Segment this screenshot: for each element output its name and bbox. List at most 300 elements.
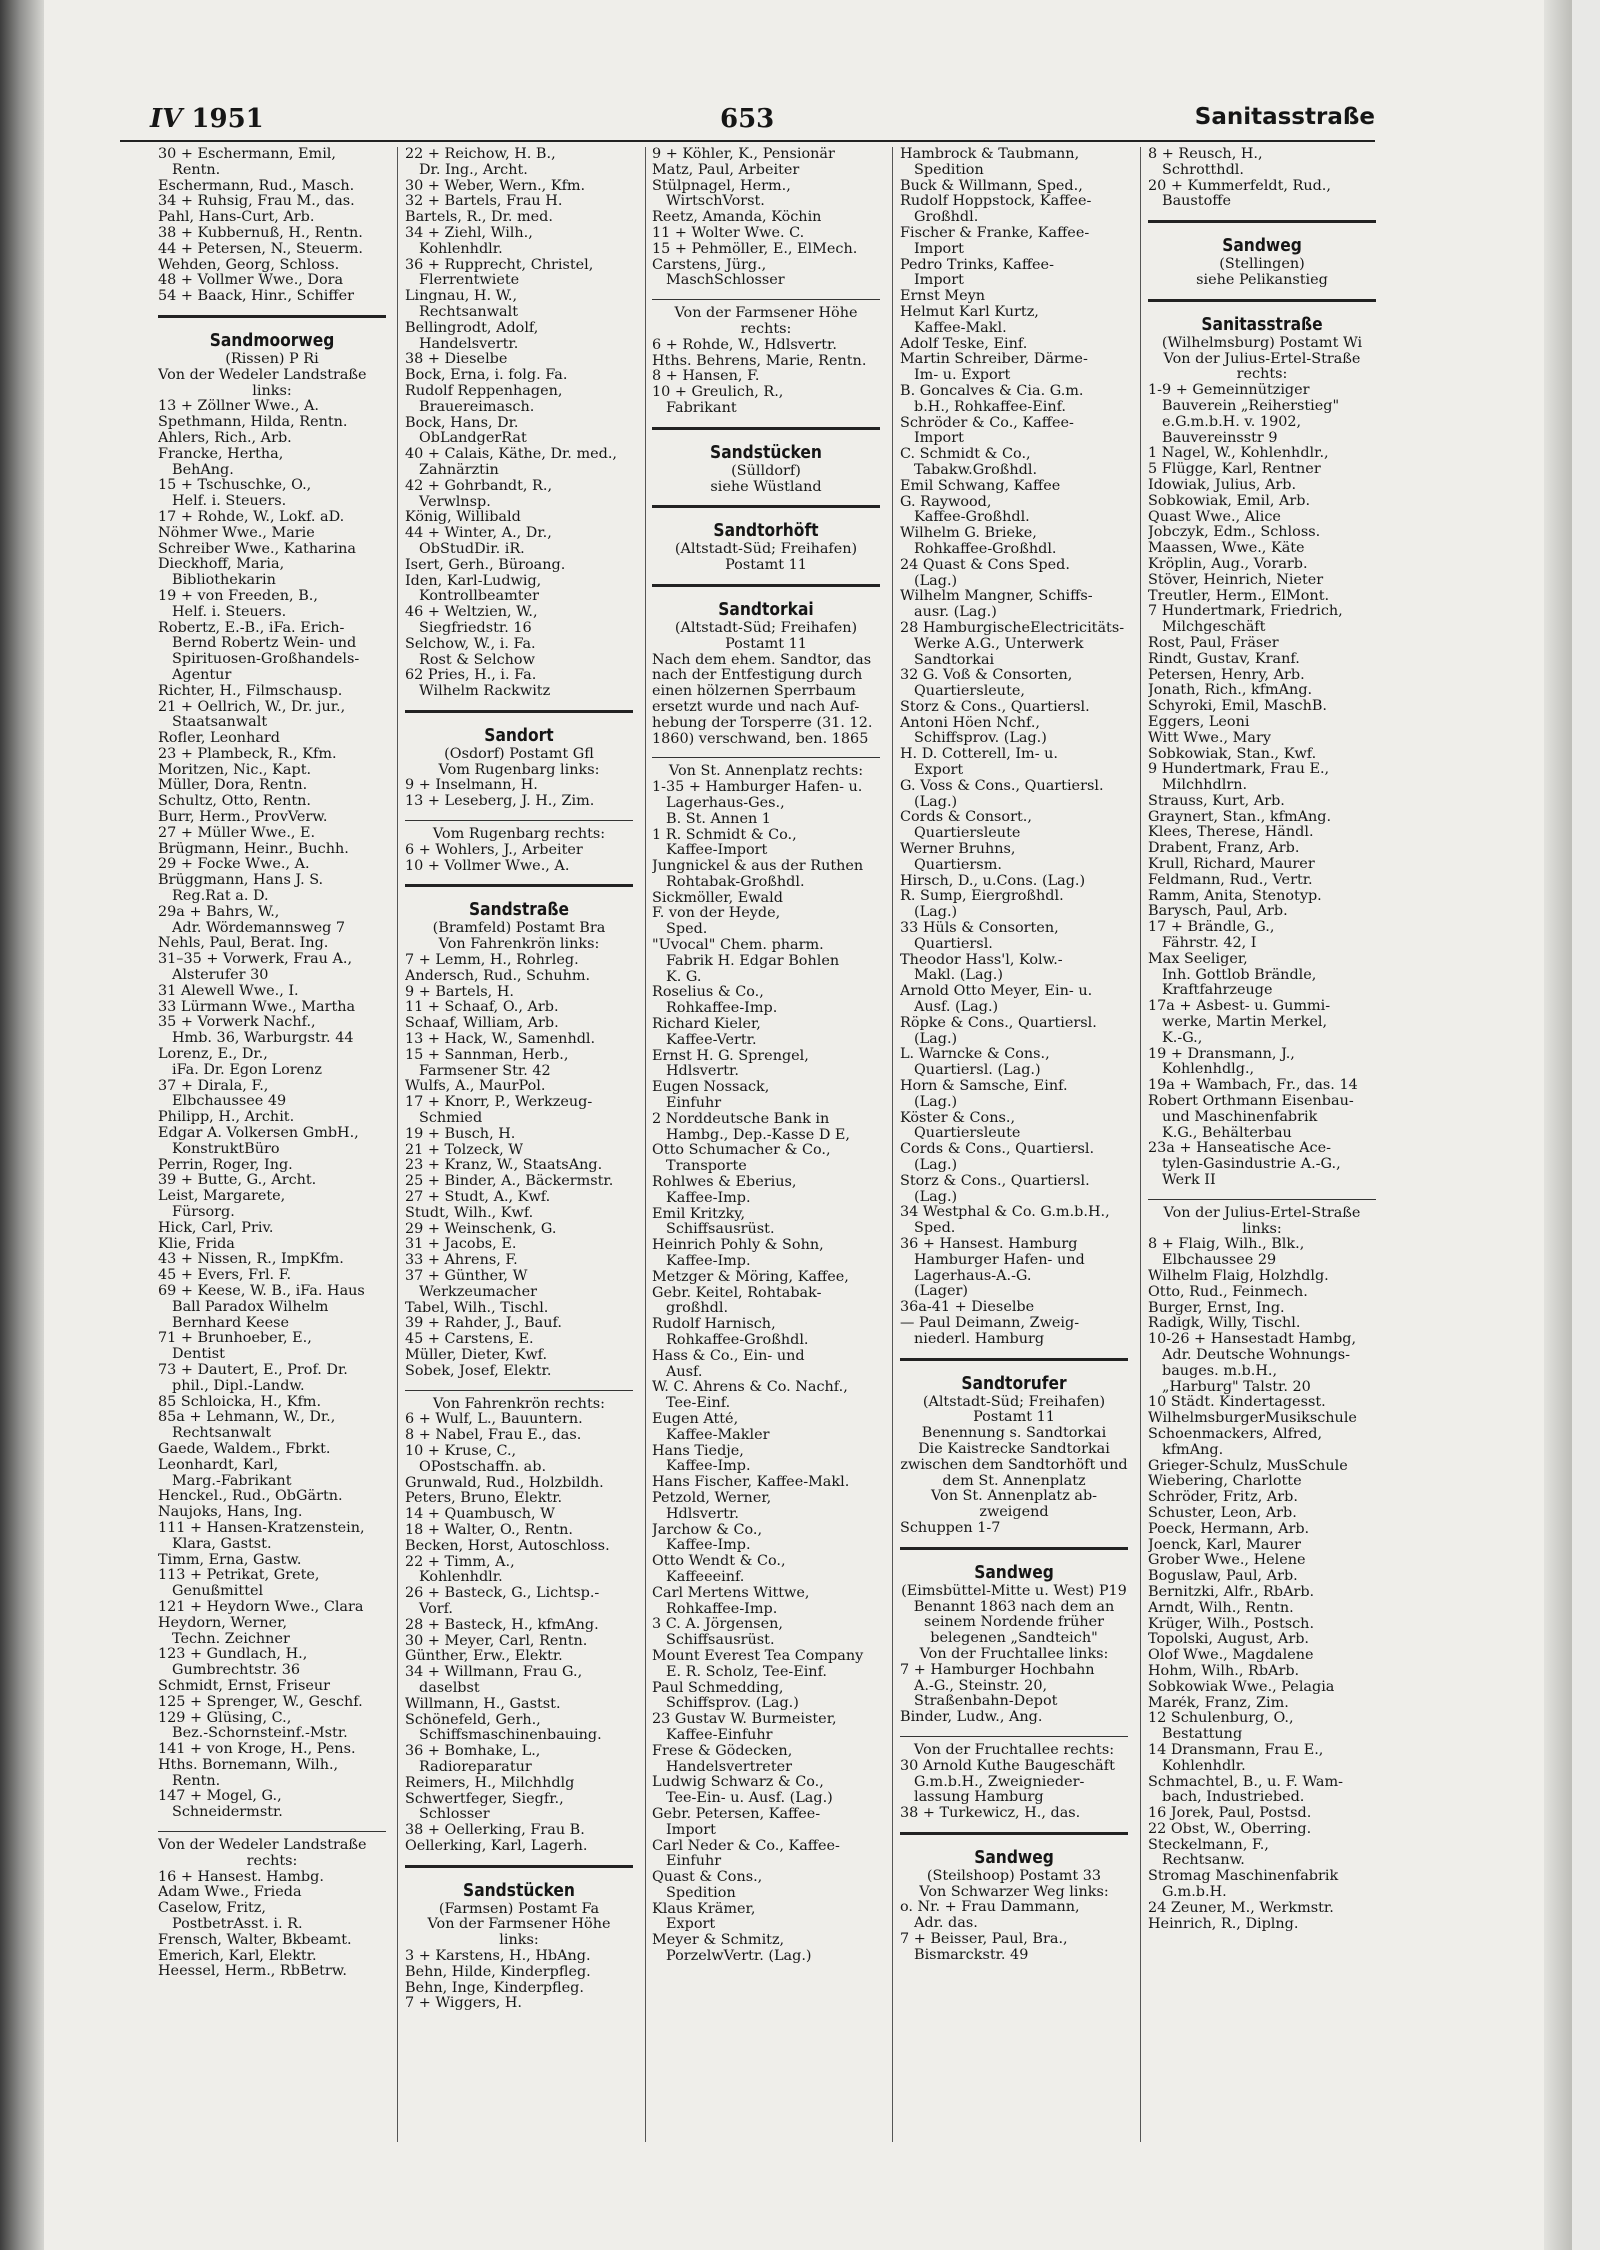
directory-entry: Heessel, Herm., RbBetrw. xyxy=(158,1964,347,1980)
directory-entry: Klaus Krämer, xyxy=(652,1901,756,1917)
entry-continuation: Schiffsausrüst. xyxy=(666,1633,775,1649)
directory-entry: Von der Wedeler Landstraße xyxy=(158,1838,367,1854)
directory-entry: Nöhmer Wwe., Marie xyxy=(158,525,315,541)
directory-entry: Emil Kritzky, xyxy=(652,1206,746,1222)
entry-continuation: Kohlenhdlr. xyxy=(419,241,503,257)
directory-entry: B. Goncalves & Cia. G.m. xyxy=(900,383,1084,399)
entry-continuation: Rohtabak-Großhdl. xyxy=(666,874,805,890)
directory-entry: Kröplin, Aug., Vorarb. xyxy=(1148,556,1308,572)
entry-continuation: Bernd Robertz Wein- und xyxy=(172,636,357,652)
entry-continuation: (Lag.) xyxy=(914,1031,958,1047)
directory-entry: Gaede, Waldem., Fbrkt. xyxy=(158,1441,331,1457)
section-rule xyxy=(1148,1199,1376,1200)
directory-entry: Heydorn, Werner, xyxy=(158,1615,288,1631)
directory-entry: 17 + Knorr, P., Werkzeug- xyxy=(405,1095,593,1111)
street-district: (Wilhelmsburg) Postamt Wi xyxy=(1161,334,1363,351)
entry-continuation: Sandtorkai xyxy=(914,652,995,668)
directory-entry: Eschermann, Rud., Masch. xyxy=(158,178,355,194)
entry-continuation: Milchhdlrn. xyxy=(1162,778,1248,794)
street-district: (Stellingen) xyxy=(1219,256,1305,273)
directory-entry: Witt Wwe., Mary xyxy=(1148,730,1271,746)
directory-entry: 26 + Basteck, G., Lichtsp.- xyxy=(405,1586,600,1602)
entry-continuation: Kaffee-Import xyxy=(666,843,768,859)
entry-continuation: Gumbrechtstr. 36 xyxy=(172,1663,301,1679)
directory-entry: Hths. Behrens, Marie, Rentn. xyxy=(652,353,867,369)
directory-entry: Röpke & Cons., Quartiersl. xyxy=(900,1015,1097,1031)
directory-entry: Bock, Hans, Dr. xyxy=(405,415,519,431)
entry-continuation: Straßenbahn-Depot xyxy=(914,1694,1058,1710)
entry-continuation: Dentist xyxy=(172,1347,225,1363)
directory-entry: Quast & Cons., xyxy=(652,1870,763,1886)
directory-entry: Horn & Samsche, Einf. xyxy=(900,1079,1068,1095)
entry-continuation: G.m.b.H. xyxy=(1162,1885,1227,1901)
entry-continuation: Fabrikant xyxy=(666,400,737,416)
street-district: (Altstadt-Süd; Freihafen) xyxy=(922,1393,1106,1410)
entry-continuation: Quartiersl. (Lag.) xyxy=(914,1063,1041,1079)
directory-entry: Schönefeld, Gerh., xyxy=(405,1712,541,1728)
directory-entry: Topolski, August, Arb. xyxy=(1148,1632,1309,1648)
directory-entry: Peters, Bruno, Elektr. xyxy=(405,1491,563,1507)
directory-entry: 44 + Petersen, N., Steuerm. xyxy=(158,241,364,257)
entry-continuation: Elbchaussee 29 xyxy=(1162,1253,1277,1269)
entry-continuation: (Lag.) xyxy=(914,1189,958,1205)
directory-entry: 30 + Weber, Wern., Kfm. xyxy=(405,178,586,194)
directory-entry: 27 + Müller Wwe., E. xyxy=(158,825,316,841)
entry-continuation: Agentur xyxy=(172,667,232,683)
section-rule xyxy=(652,427,880,430)
directory-entry: Wilhelm G. Brieke, xyxy=(900,526,1037,542)
directory-entry: Rindt, Gustav, Kranf. xyxy=(1148,651,1300,667)
directory-entry: Emerich, Karl, Elektr. xyxy=(158,1948,317,1964)
entry-continuation: Makl. (Lag.) xyxy=(914,968,1003,984)
entry-continuation: Brauereimasch. xyxy=(419,399,535,415)
directory-entry: Rost, Paul, Fräser xyxy=(1148,635,1279,651)
directory-entry: Jonath, Rich., kfmAng. xyxy=(1148,683,1313,699)
entry-continuation: (Lag.) xyxy=(914,794,958,810)
entry-continuation: Helf. i. Steuers. xyxy=(172,494,287,510)
directory-entry: Storz & Cons., Quartiersl. xyxy=(900,699,1090,715)
entry-continuation: Rost & Selchow xyxy=(419,652,535,668)
section-rule xyxy=(405,1390,633,1391)
directory-entry: Tabel, Wilh., Tischl. xyxy=(405,1300,549,1316)
entry-continuation: Kohlenhdlr. xyxy=(419,1570,503,1586)
entry-continuation: OPostschaffn. ab. xyxy=(419,1459,547,1475)
street-district: (Farmsen) Postamt Fa xyxy=(438,1900,600,1917)
directory-entry: 1 R. Schmidt & Co., xyxy=(652,827,797,843)
directory-entry: Werner Bruhns, xyxy=(900,842,1016,858)
directory-entry: Sobkowiak, Emil, Arb. xyxy=(1148,493,1311,509)
directory-entry: Hambrock & Taubmann, xyxy=(900,147,1080,162)
directory-entry: Eugen Nossack, xyxy=(652,1080,770,1096)
directory-entry: Lorenz, E., Dr., xyxy=(158,1047,268,1063)
entry-continuation: Schrotthdl. xyxy=(1162,162,1244,178)
directory-entry: Nehls, Paul, Berat. Ing. xyxy=(158,936,329,952)
directory-entry: Feldmann, Rud., Vertr. xyxy=(1148,872,1313,888)
directory-entry: Hans Fischer, Kaffee-Makl. xyxy=(652,1475,850,1491)
directory-entry: Hans Tiedje, xyxy=(652,1443,744,1459)
directory-entry: 39 + Butte, G., Archt. xyxy=(158,1173,317,1189)
directory-entry: 7 + Lemm, H., Rohrleg. xyxy=(405,953,579,969)
entry-continuation: Bestattung xyxy=(1162,1727,1243,1743)
directory-entry: 147 + Mogel, G., xyxy=(158,1789,282,1805)
directory-entry: Drabent, Franz, Arb. xyxy=(1148,841,1300,857)
directory-entry: 36 + Hansest. Hamburg xyxy=(900,1236,1078,1252)
directory-entry: Schröder, Fritz, Arb. xyxy=(1148,1490,1298,1506)
directory-entry: 33 Hüls & Consorten, xyxy=(900,921,1059,937)
directory-entry: Moritzen, Nic., Kapt. xyxy=(158,762,312,778)
section-note: Von Fahrenkrön rechts: xyxy=(433,1396,605,1412)
entry-continuation: Kaffee-Einfuhr xyxy=(666,1727,773,1743)
directory-entry: Henckel., Rud., ObGärtn. xyxy=(158,1489,343,1505)
directory-entry: Hick, Carl, Priv. xyxy=(158,1220,274,1236)
directory-entry: 43 + Nissen, R., ImpKfm. xyxy=(158,1252,344,1268)
section-note: Von der Fruchtallee rechts: xyxy=(913,1742,1115,1758)
section-note: seinem Nordende früher xyxy=(923,1615,1105,1631)
directory-entry: Schyroki, Emil, MaschB. xyxy=(1148,699,1328,715)
directory-entry: Steckelmann, F., xyxy=(1148,1837,1269,1853)
entry-continuation: Tabakw.Großhdl. xyxy=(914,462,1038,478)
entry-continuation: Handelsvertreter xyxy=(666,1759,792,1775)
directory-entry: Helmut Karl Kurtz, xyxy=(900,304,1039,320)
directory-entry: 44 + Winter, A., Dr., xyxy=(405,526,552,542)
directory-entry: Günther, Erw., Elektr. xyxy=(405,1649,563,1665)
column-divider xyxy=(892,147,893,2142)
directory-entry: Meyer & Schmitz, xyxy=(652,1933,785,1949)
directory-entry: 8 + Flaig, Wilh., Blk., xyxy=(1148,1237,1305,1253)
directory-entry: 111 + Hansen-Kratzenstein, xyxy=(158,1520,365,1536)
directory-entry: Bernitzki, Alfr., RbArb. xyxy=(1148,1584,1315,1600)
entry-continuation: ObStudDir. iR. xyxy=(419,541,525,557)
entry-continuation: PostbetrAsst. i. R. xyxy=(172,1917,303,1933)
directory-entry: 33 Lürmann Wwe., Martha xyxy=(158,999,356,1015)
street-district: (Steilshoop) Postamt 33 xyxy=(926,1867,1102,1884)
section-note: Von Schwarzer Weg links: xyxy=(919,1884,1109,1900)
entry-continuation: Schlosser xyxy=(419,1807,490,1823)
section-note: zweigend xyxy=(979,1505,1049,1521)
directory-entry: 19 + von Freeden, B., xyxy=(158,588,318,604)
directory-entry: 39 + Rahder, J., Bauf. xyxy=(405,1316,562,1332)
directory-entry: Krüger, Wilh., Postsch. xyxy=(1148,1616,1315,1632)
section-rule xyxy=(1148,299,1376,302)
volume-year xyxy=(150,104,264,134)
directory-entry: Schwertfeger, Siegfr., xyxy=(405,1791,564,1807)
section-note: Vom Rugenbarg links: xyxy=(438,762,600,778)
section-note: Von der Farmsener Höhe xyxy=(427,1917,611,1933)
directory-entry: Grunwald, Rud., Holzbildh. xyxy=(405,1475,604,1491)
directory-entry: Bartels, R., Dr. med. xyxy=(405,210,553,226)
street-district: Postamt 11 xyxy=(973,1409,1055,1426)
street-heading: Sandweg xyxy=(974,1846,1054,1868)
directory-entry: 85 Schloicka, H., Kfm. xyxy=(158,1394,322,1410)
entry-continuation: Reg.Rat a. D. xyxy=(172,889,269,905)
directory-entry: 27 + Studt, A., Kwf. xyxy=(405,1190,551,1206)
entry-continuation: Sped. xyxy=(914,1221,956,1237)
entry-continuation: WirtschVorst. xyxy=(666,194,765,210)
directory-entry: Stülpnagel, Herm., xyxy=(652,178,791,194)
directory-entry: 8 + Hansen, F. xyxy=(652,369,760,385)
directory-entry: Schultz, Otto, Rentn. xyxy=(158,794,311,810)
entry-continuation: Rohkaffee-Imp. xyxy=(666,1001,778,1017)
directory-entry: Rudolf Reppenhagen, xyxy=(405,383,563,399)
directory-entry: Caselow, Fritz, xyxy=(158,1901,266,1917)
entry-continuation: tylen-Gasindustrie A.-G., xyxy=(1162,1157,1341,1173)
directory-entry: Adolf Teske, Einf. xyxy=(900,336,1028,352)
section-note: links: xyxy=(1242,1221,1282,1237)
entry-continuation: Import xyxy=(914,431,964,447)
directory-entry: Behn, Hilde, Kinderpfleg. xyxy=(405,1964,591,1980)
directory-entry: Sobkowiak, Stan., Kwf. xyxy=(1148,746,1317,762)
directory-entry: Wilhelm Mangner, Schiffs- xyxy=(900,589,1093,605)
directory-entry: Spethmann, Hilda, Rentn. xyxy=(158,415,348,431)
directory-entry: 15 + Sannman, Herb., xyxy=(405,1047,569,1063)
entry-continuation: Im- u. Export xyxy=(914,368,1011,384)
directory-entry: Storz & Cons., Quartiersl. xyxy=(900,1173,1090,1189)
entry-continuation: Quartiersm. xyxy=(914,857,1002,873)
directory-entry: Schröder & Co., Kaffee- xyxy=(900,415,1074,431)
directory-entry: Eugen Atté, xyxy=(652,1411,739,1427)
directory-entry: 22 + Reichow, H. B., xyxy=(405,147,556,162)
entry-continuation: Lagerhaus-A.-G. xyxy=(914,1268,1032,1284)
entry-continuation: BehAng. xyxy=(172,462,234,478)
directory-entry: Behn, Inge, Kinderpfleg. xyxy=(405,1980,584,1996)
directory-entry: Rudolf Hoppstock, Kaffee- xyxy=(900,194,1092,210)
column-5 xyxy=(1148,147,1376,2147)
street-heading: Sandweg xyxy=(974,1561,1054,1583)
entry-continuation: (Lager) xyxy=(914,1284,968,1300)
entry-continuation: Kontrollbeamter xyxy=(419,589,539,605)
section-note: zwischen dem Sandtorhöft und xyxy=(900,1457,1128,1473)
directory-entry: Otto, Rud., Feinmech. xyxy=(1148,1284,1308,1300)
entry-continuation: ausr. (Lag.) xyxy=(914,605,997,621)
entry-continuation: Zahnärztin xyxy=(419,462,499,478)
entry-continuation: Kaffee-Imp. xyxy=(666,1190,751,1206)
directory-entry: 38 + Kubbernuß, H., Rentn. xyxy=(158,225,363,241)
directory-entry: Carl Neder & Co., Kaffee- xyxy=(652,1838,840,1854)
directory-entry: Ernst H. G. Sprengel, xyxy=(652,1048,809,1064)
directory-entry: 32 + Bartels, Frau H. xyxy=(405,194,563,210)
section-rule xyxy=(900,1832,1128,1835)
street-heading: Sandstücken xyxy=(710,441,822,463)
street-district: (Eimsbüttel-Mitte u. West) P19 xyxy=(901,1582,1127,1599)
directory-entry: Boguslaw, Paul, Arb. xyxy=(1148,1569,1298,1585)
directory-entry: Sobkowiak Wwe., Pelagia xyxy=(1148,1679,1335,1695)
directory-entry: Schreiber Wwe., Katharina xyxy=(158,541,357,557)
directory-entry: 12 Schulenburg, O., xyxy=(1148,1711,1294,1727)
entry-continuation: Bismarckstr. 49 xyxy=(914,1947,1029,1963)
directory-entry: G. Voss & Cons., Quartiersl. xyxy=(900,778,1104,794)
entry-continuation: KonstruktBüro xyxy=(172,1141,280,1157)
page-number: 653 xyxy=(720,104,775,134)
entry-continuation: e.G.m.b.H. v. 1902, xyxy=(1162,414,1302,430)
directory-entry: Schaaf, William, Arb. xyxy=(405,1016,559,1032)
section-note: Von der Julius-Ertel-Straße xyxy=(1163,351,1361,367)
entry-continuation: Schiffsprov. (Lag.) xyxy=(914,731,1047,747)
directory-entry: 37 + Günther, W xyxy=(405,1269,528,1284)
entry-continuation: Schneidermstr. xyxy=(172,1805,283,1821)
directory-entry: 18 + Walter, O., Rentn. xyxy=(405,1522,573,1538)
directory-entry: 21 + Oellrich, W., Dr. jur., xyxy=(158,699,346,715)
entry-continuation: Ball Paradox Wilhelm xyxy=(172,1299,329,1315)
directory-entry: F. von der Heyde, xyxy=(652,906,781,922)
directory-entry: "Uvocal" Chem. pharm. xyxy=(652,938,824,954)
entry-continuation: Tee-Ein- u. Ausf. (Lag.) xyxy=(666,1791,833,1807)
column-divider xyxy=(1140,147,1141,2142)
entry-continuation: Lagerhaus-Ges., xyxy=(666,795,785,811)
directory-entry: Iden, Karl-Ludwig, xyxy=(405,573,542,589)
directory-entry: Selchow, W., i. Fa. xyxy=(405,636,536,652)
entry-continuation: Fabrik H. Edgar Bohlen xyxy=(666,953,840,969)
directory-entry: Leonhardt, Karl, xyxy=(158,1457,279,1473)
directory-entry: Stöver, Heinrich, Nieter xyxy=(1148,572,1324,588)
directory-entry: 13 + Leseberg, J. H., Zim. xyxy=(405,794,595,810)
directory-entry: Poeck, Hermann, Arb. xyxy=(1148,1521,1310,1537)
directory-entry: Martin Schreiber, Därme- xyxy=(900,352,1088,368)
section-note: Die Kaistrecke Sandtorkai xyxy=(918,1441,1110,1457)
directory-entry: 8 + Nabel, Frau E., das. xyxy=(405,1428,582,1444)
directory-entry: Max Seeliger, xyxy=(1148,951,1248,967)
directory-entry: Quast Wwe., Alice xyxy=(1148,509,1281,525)
directory-entry: Pedro Trinks, Kaffee- xyxy=(900,257,1054,273)
entry-continuation: Werke A.G., Unterwerk xyxy=(914,636,1084,652)
section-rule xyxy=(652,757,880,758)
directory-entry: 11 + Schaaf, O., Arb. xyxy=(405,1000,559,1016)
directory-entry: Frensch, Walter, Bkbeamt. xyxy=(158,1932,352,1948)
directory-entry: 34 Westphal & Co. G.m.b.H., xyxy=(900,1205,1110,1221)
directory-entry: 16 + Hansest. Hambg. xyxy=(158,1869,324,1885)
directory-entry: 85a + Lehmann, W., Dr., xyxy=(158,1410,336,1426)
entry-continuation: Quartiersl. xyxy=(914,936,993,952)
directory-entry: WilhelmsburgerMusikschule xyxy=(1148,1411,1357,1427)
section-rule xyxy=(405,820,633,821)
directory-entry: 29 + Weinschenk, G. xyxy=(405,1221,557,1237)
entry-continuation: Kohlenhdlr. xyxy=(1162,1758,1246,1774)
entry-continuation: G.m.b.H., Zweignieder- xyxy=(914,1774,1085,1790)
entry-continuation: Bez.-Schornsteinf.-Mstr. xyxy=(172,1726,348,1742)
directory-entry: Fischer & Franke, Kaffee- xyxy=(900,225,1090,241)
directory-entry: 33 + Ahrens, F. xyxy=(405,1253,518,1269)
directory-entry: Buck & Willmann, Sped., xyxy=(900,178,1083,194)
entry-continuation: Ausf. xyxy=(666,1364,703,1380)
entry-continuation: Spedition xyxy=(914,162,984,178)
directory-entry: 6 + Rohde, W., Hdlsvertr. xyxy=(652,337,837,353)
column-divider xyxy=(397,147,398,2142)
section-rule xyxy=(158,1831,386,1832)
directory-entry: 30 + Eschermann, Emil, xyxy=(158,147,336,162)
column-4 xyxy=(900,147,1128,2147)
street-district: (Osdorf) Postamt Gfl xyxy=(444,745,594,762)
street-heading: Sandort xyxy=(484,724,554,746)
directory-entry: 13 + Zöllner Wwe., A. xyxy=(158,399,319,415)
column-2 xyxy=(405,147,633,2147)
entry-continuation: Hmb. 36, Warburgstr. 44 xyxy=(172,1031,354,1047)
directory-entry: Andersch, Rud., Schuhm. xyxy=(405,968,591,984)
directory-entry: 7 + Wiggers, H. xyxy=(405,1996,522,2012)
directory-entry: einen hölzernen Sperrbaum xyxy=(652,684,856,700)
section-rule xyxy=(405,1865,633,1868)
directory-entry: 141 + von Kroge, H., Pens. xyxy=(158,1742,356,1758)
section-rule xyxy=(158,315,386,318)
column-1 xyxy=(158,147,386,2147)
entry-continuation: Adr. das. xyxy=(914,1916,978,1932)
directory-entry: Joenck, Karl, Maurer xyxy=(1148,1537,1301,1553)
directory-entry: Rofler, Leonhard xyxy=(158,731,281,747)
street-district: siehe Pelikanstieg xyxy=(1196,271,1328,288)
directory-entry: 29 + Focke Wwe., A. xyxy=(158,857,310,873)
directory-entry: Wiebering, Charlotte xyxy=(1148,1474,1302,1490)
directory-entry: Otto Wendt & Co., xyxy=(652,1554,786,1570)
directory-entry: Hths. Bornemann, Wilh., xyxy=(158,1757,339,1773)
directory-entry: Edgar A. Volkersen GmbH., xyxy=(158,1126,359,1142)
entry-continuation: Hambg., Dep.-Kasse D E, xyxy=(666,1127,851,1143)
directory-entry: Klie, Frida xyxy=(158,1236,235,1252)
directory-entry: 54 + Baack, Hinr., Schiffer xyxy=(158,289,355,305)
entry-continuation: Verwlnsp. xyxy=(419,494,491,510)
entry-continuation: Bauverein „Reiherstieg" xyxy=(1162,398,1340,414)
entry-continuation: Marg.-Fabrikant xyxy=(172,1473,292,1489)
directory-entry: Sickmöller, Ewald xyxy=(652,890,783,906)
directory-entry: ersetzt wurde und nach Auf- xyxy=(652,699,860,715)
directory-entry: Bock, Erna, i. folg. Fa. xyxy=(405,368,568,384)
directory-entry: Heinrich Pohly & Sohn, xyxy=(652,1238,824,1254)
directory-entry: 10-26 + Hansestadt Hambg, xyxy=(1148,1332,1357,1348)
section-note: links: xyxy=(499,1933,539,1949)
section-note: links: xyxy=(252,383,292,399)
entry-continuation: Genußmittel xyxy=(172,1584,264,1600)
entry-continuation: Baustoffe xyxy=(1162,194,1231,210)
entry-continuation: K.-G., xyxy=(1162,1030,1203,1046)
entry-continuation: Farmsener Str. 42 xyxy=(419,1063,551,1079)
directory-entry: Willmann, H., Gastst. xyxy=(405,1696,561,1712)
directory-entry: 42 + Gohrbandt, R., xyxy=(405,478,553,494)
entry-continuation: Schiffsausrüst. xyxy=(666,1222,775,1238)
directory-entry: Adam Wwe., Frieda xyxy=(158,1885,302,1901)
entry-continuation: Fürsorg. xyxy=(172,1205,235,1220)
directory-entry: Carstens, Jürg., xyxy=(652,257,767,273)
directory-entry: Roselius & Co., xyxy=(652,985,764,1001)
entry-continuation: Rohkaffee-Großhdl. xyxy=(914,541,1057,557)
entry-continuation: Rechtsanwalt xyxy=(419,304,518,320)
directory-entry: Müller, Dieter, Kwf. xyxy=(405,1347,548,1363)
directory-entry: — Paul Deimann, Zweig- xyxy=(900,1315,1080,1331)
directory-entry: Von der Wedeler Landstraße xyxy=(158,367,367,383)
entry-continuation: Rohkaffee-Großhdl. xyxy=(666,1333,809,1348)
directory-entry: Lingnau, H. W., xyxy=(405,289,518,305)
directory-entry: Burr, Herm., ProvVerw. xyxy=(158,810,328,826)
section-rule xyxy=(652,584,880,587)
directory-entry: 19 + Busch, H. xyxy=(405,1126,516,1142)
entry-continuation: (Lag.) xyxy=(914,573,958,589)
directory-entry: Becken, Horst, Autoschloss. xyxy=(405,1538,610,1554)
directory-entry: Schmachtel, B., u. F. Wam- xyxy=(1148,1774,1344,1790)
entry-continuation: werke, Martin Merkel, xyxy=(1162,1015,1328,1031)
entry-continuation: Spedition xyxy=(666,1885,736,1901)
entry-continuation: Bauvereinsstr 9 xyxy=(1162,430,1278,446)
directory-entry: Matz, Paul, Arbeiter xyxy=(652,162,800,178)
directory-entry: 1-9 + Gemeinnütziger xyxy=(1148,383,1310,399)
directory-entry: Gebr. Petersen, Kaffee- xyxy=(652,1806,821,1822)
volume-label: IV xyxy=(150,104,183,134)
entry-continuation: Rentn. xyxy=(172,1773,221,1789)
entry-continuation: Dr. Ing., Archt. xyxy=(419,162,528,178)
section-rule xyxy=(900,1358,1128,1361)
entry-continuation: Kaffee-Imp. xyxy=(666,1538,751,1554)
directory-entry: Wilhelm Flaig, Holzhdlg. xyxy=(1148,1269,1329,1284)
entry-continuation: Kaffee-Makler xyxy=(666,1427,770,1443)
entry-continuation: A.-G., Steinstr. 20, xyxy=(914,1678,1048,1694)
directory-entry: 1-35 + Hamburger Hafen- u. xyxy=(652,780,863,796)
directory-entry: 20 + Kummerfeldt, Rud., xyxy=(1148,178,1331,194)
directory-entry: Krull, Richard, Maurer xyxy=(1148,857,1315,873)
